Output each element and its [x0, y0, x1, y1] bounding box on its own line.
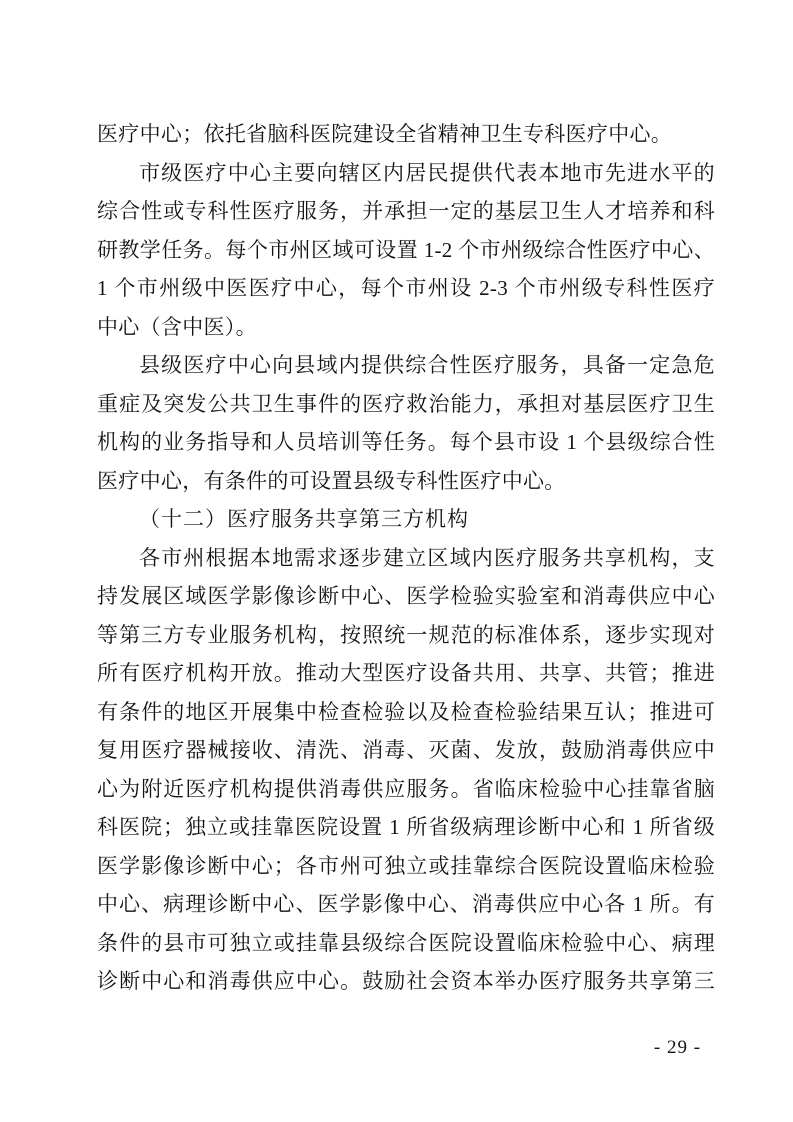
text-line: 科医院；独立或挂靠医院设置 1 所省级病理诊断中心和 1 所省级: [97, 815, 715, 839]
text-line: 重症及突发公共卫生事件的医疗救治能力，承担对基层医疗卫生: [97, 391, 715, 416]
text-line: 中心（含中医）。: [97, 314, 257, 339]
text-line: 市级医疗中心主要向辖区内居民提供代表本地市先进水平的: [139, 160, 715, 185]
text-line: 复用医疗器械接收、清洗、消毒、灭菌、发放，鼓励消毒供应中: [97, 738, 715, 762]
text-line: 县级医疗中心向县域内提供综合性医疗服务，具备一定急危: [139, 353, 715, 377]
text-line: 各市州根据本地需求逐步建立区域内医疗服务共享机构，支: [139, 545, 715, 570]
text-line: 综合性或专科性医疗服务，并承担一定的基层卫生人才培养和科: [97, 199, 715, 223]
text-line: 诊断中心和消毒供应中心。鼓励社会资本举办医疗服务共享第三: [97, 969, 715, 993]
text-line: 机构的业务指导和人员培训等任务。每个县市设 1 个县级综合性: [97, 430, 715, 454]
document-body: [97, 115, 715, 1001]
page-number: - 29 -: [653, 1037, 702, 1058]
text-line: 等第三方专业服务机构，按照统一规范的标准体系，逐步实现对: [97, 622, 715, 647]
text-line: 1 个市州级中医医疗中心，每个市州设 2-3 个市州级专科性医疗: [97, 276, 715, 300]
section-heading: （十二）医疗服务共享第三方机构: [139, 507, 469, 531]
text-line: 条件的县市可独立或挂靠县级综合医院设置临床检验中心、病理: [97, 930, 715, 955]
text-line: 医疗中心，有条件的可设置县级专科性医疗中心。: [97, 468, 566, 493]
text-line: 所有医疗机构开放。推动大型医疗设备共用、共享、共管；推进: [97, 661, 715, 685]
text-line: 心为附近医疗机构提供消毒供应服务。省临床检验中心挂靠省脑: [97, 776, 715, 801]
text-line: 研教学任务。每个市州区域可设置 1-2 个市州级综合性医疗中心、: [97, 237, 715, 262]
text-line: 中心、病理诊断中心、医学影像中心、消毒供应中心各 1 所。有: [97, 892, 715, 916]
text-line: 医疗中心；依托省脑科医院建设全省精神卫生专科医疗中心。: [97, 122, 673, 146]
text-line: 持发展区域医学影像诊断中心、医学检验实验室和消毒供应中心: [97, 584, 715, 608]
text-line: 有条件的地区开展集中检查检验以及检查检验结果互认；推进可: [97, 699, 715, 724]
text-line: 医学影像诊断中心；各市州可独立或挂靠综合医院设置临床检验: [97, 853, 715, 878]
